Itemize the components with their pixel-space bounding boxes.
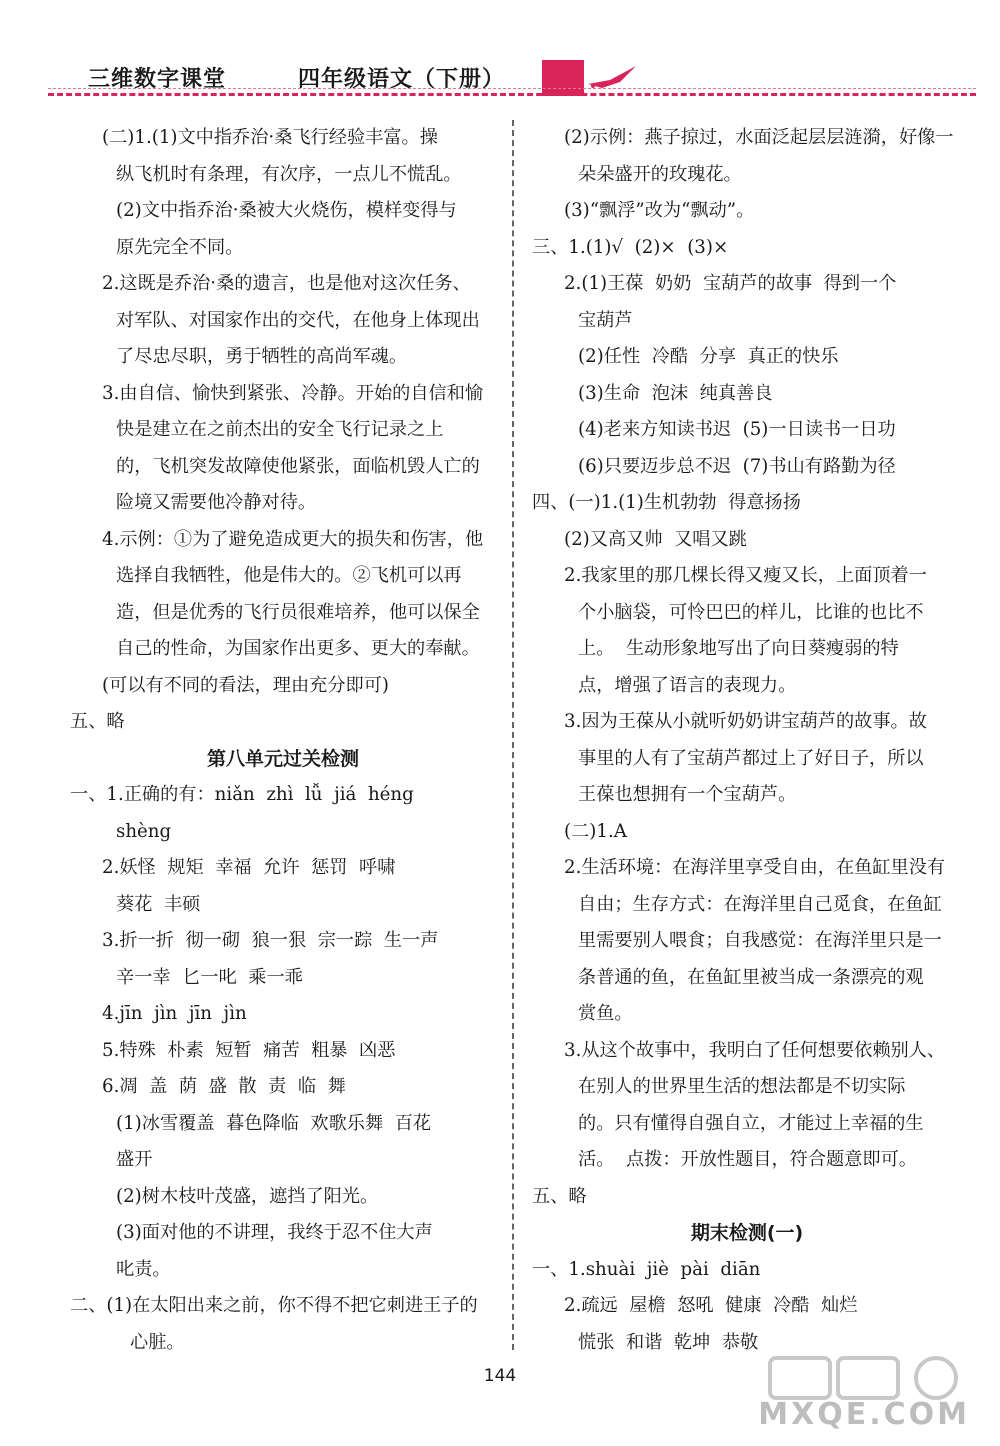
answer-line: 2.我家里的那几棵长得又瘦又长，上面顶着一: [564, 565, 927, 586]
answer-line: (可以有不同的看法，理由充分即可): [102, 674, 390, 696]
answer-line: (2)又高又帅 又唱又跳: [564, 528, 747, 550]
answer-line: 2.生活环境：在海洋里享受自由，在鱼缸里没有: [564, 857, 946, 878]
answer-line: 赏鱼。: [578, 1003, 633, 1024]
answer-line: 心脏。: [130, 1331, 185, 1353]
answer-line: 原先完全不同。: [116, 236, 244, 258]
page-number: 144: [483, 1366, 517, 1386]
header-divider: [48, 93, 976, 96]
answer-line: 3.折一折 彻一砌 狼一狠 宗一踪 生一声: [102, 930, 439, 951]
answer-line: (3)生命 泡沫 纯真善良: [578, 382, 773, 404]
page-header: [0, 0, 1000, 100]
section-heading: 第八单元过关检测: [206, 747, 359, 770]
answer-line: 朵朵盛开的玫瑰花。: [578, 163, 742, 185]
answer-line: 四、(一)1.(1)生机勃勃 得意扬扬: [532, 492, 801, 513]
answer-line: 选择自我牺牲，他是伟大的。②飞机可以再: [116, 565, 462, 586]
book-title: 四年级语文（下册）: [298, 67, 506, 92]
answer-line: 3.因为王葆从小就听奶奶讲宝葫芦的故事。故: [564, 711, 927, 732]
answer-line: 活。 点拨：开放性题目，符合题意即可。: [578, 1149, 917, 1170]
answer-line: (二)1.A: [564, 820, 627, 842]
answer-line: (3)“飘浮”改为“飘动”。: [564, 200, 755, 221]
answer-line: (4)老来方知读书迟 (5)一日读书一日功: [578, 419, 896, 440]
answer-line: 对军队、对国家作出的交代，在他身上体现出: [116, 309, 480, 331]
answer-line: 6.凋 盖 荫 盛 散 责 临 舞: [102, 1076, 346, 1097]
answer-line: 葵花 丰硕: [116, 893, 201, 915]
answer-line: 三、1.(1)√ (2)× (3)×: [532, 236, 729, 258]
answer-line: 上。 生动形象地写出了向日葵瘦弱的特: [578, 638, 899, 659]
answer-line: (2)树木枝叶茂盛，遮挡了阳光。: [116, 1185, 379, 1207]
answer-line: (2)任性 冷酷 分享 真正的快乐: [578, 346, 839, 367]
watermark-text: MXQE.COM: [758, 1397, 970, 1432]
answer-line: 3.从这个故事中，我明白了任何想要依赖别人、: [564, 1039, 946, 1061]
left-column: [70, 120, 496, 1361]
answer-line: 3.由自信、愉快到紧张、冷静。开始的自信和愉: [102, 382, 484, 404]
answer-line: 点，增强了语言的表现力。: [578, 674, 797, 696]
answer-line: 4.jīn jìn jīn jìn: [102, 1003, 247, 1024]
answer-line: shèng: [116, 820, 172, 842]
answer-line: 2.(1)王葆 奶奶 宝葫芦的故事 得到一个: [564, 273, 897, 294]
answer-line: (二)1.(1)文中指乔治·桑飞行经验丰富。操: [102, 127, 438, 148]
answer-line: 的，飞机突发故障使他紧张，面临机毁人亡的: [116, 455, 480, 477]
answer-line: 二、(1)在太阳出来之前，你不得不把它刺进王子的: [70, 1295, 478, 1316]
answer-line: 造，但是优秀的飞行员很难培养，他可以保全: [116, 601, 480, 623]
section-heading: 期末检测(一): [690, 1222, 804, 1244]
answer-line: 纵飞机时有条理，有次序，一点儿不慌乱。: [116, 163, 462, 185]
column-divider: [512, 120, 514, 1350]
answer-line: 的。只有懂得自强自立，才能过上幸福的生: [578, 1112, 924, 1134]
answer-line: 自己的性命，为国家作出更多、更大的奉献。: [116, 638, 480, 659]
answer-line: 叱责。: [116, 1258, 171, 1280]
answer-line: 险境又需要他冷静对待。: [116, 492, 317, 513]
answer-line: 慌张 和谐 乾坤 恭敬: [578, 1331, 759, 1353]
answer-line: 5.特殊 朴素 短暂 痛苦 粗暴 凶恶: [102, 1039, 396, 1061]
answer-line: (2)文中指乔治·桑被大火烧伤，模样变得与: [116, 200, 457, 221]
answer-line: (2)示例：燕子掠过，水面泛起层层涟漪，好像一: [564, 127, 954, 148]
answer-line: 一、1.正确的有：niǎn zhì lǚ jiá héng: [70, 784, 414, 805]
header-rule: [48, 88, 976, 89]
right-column: [532, 120, 962, 1361]
answer-line: 2.疏远 屋檐 怒吼 健康 冷酷 灿烂: [564, 1295, 858, 1316]
answer-line: 2.妖怪 规矩 幸福 允许 惩罚 呼啸: [102, 857, 396, 878]
brand-title: 三维数字课堂: [88, 67, 227, 92]
answer-line: 2.这既是乔治·桑的遗言，也是他对这次任务、: [102, 273, 471, 294]
answer-line: (1)冰雪覆盖 暮色降临 欢歌乐舞 百花: [116, 1112, 432, 1134]
answer-line: 一、1.shuài jiè pài diān: [532, 1258, 761, 1280]
answer-line: 王葆也想拥有一个宝葫芦。: [578, 784, 797, 805]
answer-line: 4.示例：①为了避免造成更大的损失和伤害，他: [102, 528, 484, 550]
answer-line: 辛一幸 匕一叱 乘一乖: [116, 966, 303, 988]
answer-line: 了尽忠尽职，勇于牺牲的高尚军魂。: [116, 346, 408, 367]
rocket-icon: [540, 58, 640, 98]
answer-line: (3)面对他的不讲理，我终于忍不住大声: [116, 1222, 433, 1243]
answer-line: 快是建立在之前杰出的安全飞行记录之上: [116, 419, 444, 440]
answer-line: 五、略: [532, 1185, 587, 1207]
answer-line: 宝葫芦: [578, 309, 633, 331]
answer-line: 里需要别人喂食；自我感觉：在海洋里只是一: [578, 930, 942, 951]
answer-line: 五、略: [70, 711, 125, 732]
answer-line: 条普通的鱼，在鱼缸里被当成一条漂亮的观: [578, 966, 924, 988]
answer-line: (6)只要迈步总不迟 (7)书山有路勤为径: [578, 455, 896, 477]
answer-line: 在别人的世界里生活的想法都是不切实际: [578, 1076, 906, 1097]
answer-line: 自由；生存方式：在海洋里自己觅食，在鱼缸: [578, 893, 942, 915]
answer-line: 事里的人有了宝葫芦都过上了好日子，所以: [578, 747, 924, 769]
answer-line: 盛开: [116, 1149, 153, 1170]
answer-line: 个小脑袋，可怜巴巴的样儿，比谁的也比不: [578, 601, 924, 623]
